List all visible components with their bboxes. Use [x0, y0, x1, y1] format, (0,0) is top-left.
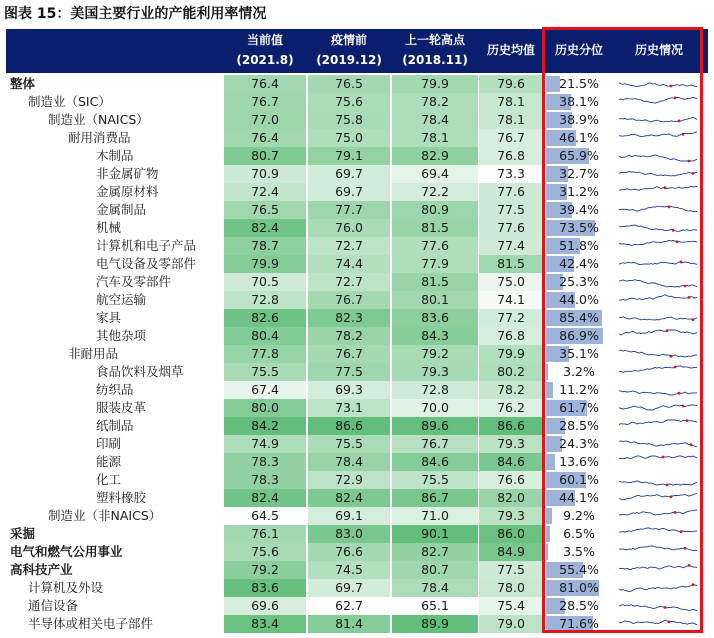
cell-mean: 78.2 [479, 381, 543, 399]
cell-precovid: 69.1 [308, 507, 390, 525]
cell-precovid: 81.4 [308, 615, 390, 633]
history-sparkline [618, 490, 702, 506]
table-row [6, 579, 708, 597]
cell-current: 76.4 [224, 129, 306, 147]
row-label: 食品饮料及烟草 [96, 364, 184, 379]
table-row [6, 507, 708, 525]
header-precovid-date: (2019.12) [316, 53, 382, 67]
row-label: 计算机及外设 [28, 580, 104, 595]
cell-percentile: 9.2% [563, 508, 595, 523]
history-sparkline [618, 292, 702, 308]
cell-precovid: 83.0 [308, 525, 390, 543]
cell-percentile: 44.1% [559, 490, 599, 505]
cell-current: 78.3 [224, 471, 306, 489]
cell-percentile: 65.9% [559, 148, 599, 163]
cell-peak: 81.5 [392, 219, 478, 237]
cell-peak: 69.4 [392, 165, 478, 183]
cell-precovid: 77.5 [308, 363, 390, 381]
cell-mean: 75.4 [479, 597, 543, 615]
row-label: 印刷 [96, 436, 122, 451]
table-row [6, 129, 708, 147]
history-sparkline [618, 310, 702, 326]
cell-percentile: 60.1% [559, 472, 599, 487]
row-label: 制造业（SIC） [28, 94, 111, 109]
row-label: 机械 [96, 220, 122, 235]
row-label: 电气设备及零部件 [96, 256, 197, 271]
cell-percentile: 46.1% [559, 130, 599, 145]
cell-mean: 79.6 [479, 75, 543, 93]
cell-peak: 78.4 [392, 111, 478, 129]
table-row [6, 111, 708, 129]
header-current-date: (2021.8) [236, 53, 294, 67]
cell-current: 69.6 [224, 597, 306, 615]
cell-precovid: 74.5 [308, 561, 390, 579]
header-precovid-label: 疫情前 [330, 33, 367, 47]
table-row [6, 183, 708, 201]
history-sparkline [618, 346, 702, 362]
history-sparkline [618, 94, 702, 110]
cell-current: 82.4 [224, 489, 306, 507]
cell-percentile: 6.5% [563, 526, 595, 541]
cell-current: 79.2 [224, 561, 306, 579]
row-label: 化工 [96, 472, 122, 487]
cell-peak: 72.2 [392, 183, 478, 201]
row-label: 家具 [96, 310, 122, 325]
cell-mean: 81.5 [479, 255, 543, 273]
cell-mean: 77.4 [479, 237, 543, 255]
table-row [6, 309, 708, 327]
cell-mean: 77.6 [479, 219, 543, 237]
row-label: 金属原材料 [96, 184, 159, 199]
table-row [6, 615, 708, 633]
cell-current: 67.4 [224, 381, 306, 399]
cell-mean: 80.2 [479, 363, 543, 381]
cell-current: 80.4 [224, 327, 306, 345]
cell-mean: 74.1 [479, 291, 543, 309]
cell-peak: 89.6 [392, 417, 478, 435]
cell-mean: 79.9 [479, 345, 543, 363]
cell-peak: 79.9 [392, 75, 478, 93]
history-sparkline [618, 598, 702, 614]
cell-percentile: 32.7% [559, 166, 599, 181]
history-sparkline [618, 364, 702, 380]
cell-percentile: 13.6% [559, 454, 599, 469]
cell-current: 80.0 [224, 399, 306, 417]
cell-current: 82.6 [224, 309, 306, 327]
table-row [6, 219, 708, 237]
cell-current: 76.1 [224, 525, 306, 543]
cell-current: 84.2 [224, 417, 306, 435]
cell-current: 77.8 [224, 345, 306, 363]
cell-precovid: 75.0 [308, 129, 390, 147]
table-row [6, 165, 708, 183]
cell-percentile: 38.9% [559, 112, 599, 127]
cell-mean: 78.0 [479, 579, 543, 597]
header-current-label: 当前值 [246, 33, 283, 47]
cell-mean: 79.3 [479, 507, 543, 525]
history-sparkline [618, 418, 702, 434]
cell-current: 78.3 [224, 453, 306, 471]
cell-precovid: 72.7 [308, 273, 390, 291]
history-sparkline [618, 526, 702, 542]
cell-percentile: 85.4% [559, 310, 599, 325]
cell-peak: 90.1 [392, 525, 478, 543]
cell-current: 79.9 [224, 255, 306, 273]
cell-precovid: 79.1 [308, 147, 390, 165]
history-sparkline [618, 382, 702, 398]
cell-peak: 76.7 [392, 435, 478, 453]
cell-mean: 77.6 [479, 183, 543, 201]
cell-mean: 84.9 [479, 543, 543, 561]
row-label: 采掘 [10, 526, 36, 541]
header-history-label: 历史情况 [634, 43, 683, 57]
row-label: 通信设备 [28, 598, 79, 613]
cell-mean: 77.2 [479, 309, 543, 327]
history-sparkline [618, 274, 702, 290]
cell-mean: 86.0 [479, 525, 543, 543]
cell-current: 70.5 [224, 273, 306, 291]
cell-mean: 76.2 [479, 399, 543, 417]
table-row [6, 543, 708, 561]
table-row [6, 291, 708, 309]
cell-precovid: 77.7 [308, 201, 390, 219]
row-label: 半导体或相关电子部件 [28, 616, 154, 631]
row-label: 计算机和电子产品 [96, 238, 197, 253]
cell-mean: 78.1 [479, 111, 543, 129]
cell-peak: 75.5 [392, 471, 478, 489]
row-label: 其他杂项 [96, 328, 147, 343]
cell-percentile: 38.1% [559, 94, 599, 109]
cell-peak: 78.1 [392, 129, 478, 147]
cell-mean: 76.7 [479, 129, 543, 147]
history-sparkline [618, 202, 702, 218]
history-sparkline [618, 184, 702, 200]
header-percentile-label: 历史分位 [554, 43, 603, 57]
cell-percentile: 73.5% [559, 220, 599, 235]
cell-current: 77.0 [224, 111, 306, 129]
table-row [6, 453, 708, 471]
cell-current: 75.5 [224, 363, 306, 381]
history-sparkline [618, 112, 702, 128]
row-label: 整体 [10, 76, 36, 91]
table-row [6, 237, 708, 255]
cell-percentile: 61.7% [559, 400, 599, 415]
history-sparkline [618, 508, 702, 524]
cell-percentile: 44.0% [559, 292, 599, 307]
cell-percentile: 86.9% [559, 328, 599, 343]
cell-mean: 77.5 [479, 561, 543, 579]
cell-current: 64.5 [224, 507, 306, 525]
cell-percentile: 35.1% [559, 346, 599, 361]
row-label: 高科技产业 [10, 562, 73, 577]
row-label: 汽车及零部件 [96, 274, 172, 289]
cell-current: 83.6 [224, 579, 306, 597]
cell-precovid: 72.9 [308, 471, 390, 489]
cell-mean: 86.6 [479, 417, 543, 435]
cell-peak: 79.2 [392, 345, 478, 363]
cell-peak: 83.6 [392, 309, 478, 327]
table-header [6, 29, 708, 73]
cell-percentile: 25.3% [559, 274, 599, 289]
table-row [6, 381, 708, 399]
cell-precovid: 78.4 [308, 453, 390, 471]
cell-mean: 75.0 [479, 273, 543, 291]
table-row [6, 93, 708, 111]
cell-precovid: 86.6 [308, 417, 390, 435]
history-sparkline [618, 436, 702, 452]
row-label: 纺织品 [96, 382, 134, 397]
cell-peak: 80.1 [392, 291, 478, 309]
cell-peak: 81.5 [392, 273, 478, 291]
cell-percentile: 11.2% [559, 382, 599, 397]
history-sparkline [618, 328, 702, 344]
cell-percentile: 28.5% [559, 418, 599, 433]
cell-peak: 70.0 [392, 399, 478, 417]
cell-peak: 84.6 [392, 453, 478, 471]
row-label: 非耐用品 [68, 346, 119, 361]
header-mean-label: 历史均值 [486, 43, 535, 57]
history-sparkline [618, 76, 702, 92]
history-sparkline [618, 148, 702, 164]
cell-percentile: 51.8% [559, 238, 599, 253]
cell-precovid: 75.6 [308, 93, 390, 111]
cell-precovid: 69.7 [308, 165, 390, 183]
cell-percentile: 55.4% [559, 562, 599, 577]
row-label: 耐用消费品 [68, 130, 131, 145]
cell-precovid: 76.7 [308, 345, 390, 363]
history-sparkline [618, 130, 702, 146]
row-label: 纸制品 [96, 418, 134, 433]
cell-peak: 82.9 [392, 147, 478, 165]
cell-percentile: 3.2% [563, 364, 595, 379]
table-row [6, 147, 708, 165]
cell-precovid: 69.3 [308, 381, 390, 399]
table-row [6, 399, 708, 417]
cell-current: 80.7 [224, 147, 306, 165]
cell-percentile: 81.0% [559, 580, 599, 595]
cell-peak: 79.3 [392, 363, 478, 381]
cell-precovid: 75.5 [308, 435, 390, 453]
cell-peak: 78.4 [392, 579, 478, 597]
cell-mean: 76.6 [479, 471, 543, 489]
cell-percentile: 39.4% [559, 202, 599, 217]
cell-precovid: 82.3 [308, 309, 390, 327]
row-label: 木制品 [96, 148, 134, 163]
table-row [6, 525, 708, 543]
history-sparkline [618, 238, 702, 254]
table-row [6, 417, 708, 435]
cell-precovid: 76.5 [308, 75, 390, 93]
row-label: 航空运输 [96, 292, 147, 307]
row-label: 制造业（NAICS） [48, 112, 149, 127]
row-label: 塑料橡胶 [96, 490, 147, 505]
cell-precovid: 69.7 [308, 183, 390, 201]
table-row [6, 75, 708, 93]
cell-percentile: 24.3% [559, 436, 599, 451]
cell-peak: 86.7 [392, 489, 478, 507]
table-row [6, 327, 708, 345]
table-row [6, 363, 708, 381]
cell-mean: 76.8 [479, 147, 543, 165]
history-sparkline [618, 220, 702, 236]
figure-title: 图表 15：美国主要行业的产能利用率情况 [4, 6, 267, 22]
cell-mean: 78.1 [479, 93, 543, 111]
cell-current: 76.7 [224, 93, 306, 111]
history-sparkline [618, 544, 702, 560]
history-sparkline [618, 580, 702, 596]
cell-current: 78.7 [224, 237, 306, 255]
cell-precovid: 74.4 [308, 255, 390, 273]
history-sparkline [618, 166, 702, 182]
cell-precovid: 76.7 [308, 291, 390, 309]
cell-mean: 79.3 [479, 435, 543, 453]
cell-mean: 82.0 [479, 489, 543, 507]
row-label: 能源 [96, 454, 122, 469]
cell-current: 76.5 [224, 201, 306, 219]
table-row [6, 273, 708, 291]
table-row [6, 561, 708, 579]
table-row [6, 435, 708, 453]
header-peak-date: (2018.11) [402, 53, 468, 67]
cell-current: 72.4 [224, 183, 306, 201]
cell-mean: 73.3 [479, 165, 543, 183]
cell-peak: 80.7 [392, 561, 478, 579]
cell-peak: 80.9 [392, 201, 478, 219]
cell-precovid: 73.1 [308, 399, 390, 417]
cell-precovid: 82.4 [308, 489, 390, 507]
cell-precovid: 75.8 [308, 111, 390, 129]
cell-percentile: 42.4% [559, 256, 599, 271]
cell-current: 75.6 [224, 543, 306, 561]
history-sparkline [618, 616, 702, 632]
cell-peak: 65.1 [392, 597, 478, 615]
cell-peak: 71.0 [392, 507, 478, 525]
cell-peak: 82.7 [392, 543, 478, 561]
table-row [6, 255, 708, 273]
row-label: 制造业（非NAICS） [48, 508, 162, 523]
cell-precovid: 78.2 [308, 327, 390, 345]
cell-peak: 77.9 [392, 255, 478, 273]
row-label: 服装皮革 [96, 400, 147, 415]
table-row [6, 489, 708, 507]
cell-percentile: 3.5% [563, 544, 595, 559]
row-label: 非金属矿物 [96, 166, 159, 181]
cell-percentile: 21.5% [559, 76, 599, 91]
row-label: 金属制品 [96, 202, 147, 217]
history-sparkline [618, 454, 702, 470]
cell-current: 70.9 [224, 165, 306, 183]
cell-mean: 79.0 [479, 615, 543, 633]
table-row [6, 201, 708, 219]
cell-mean: 77.5 [479, 201, 543, 219]
cell-percentile: 28.5% [559, 598, 599, 613]
history-sparkline [618, 562, 702, 578]
history-sparkline [618, 400, 702, 416]
cell-peak: 78.2 [392, 93, 478, 111]
cell-precovid: 76.6 [308, 543, 390, 561]
table-row [6, 597, 708, 615]
cell-percentile: 31.2% [559, 184, 599, 199]
row-label: 电气和燃气公用事业 [10, 544, 123, 559]
cell-precovid: 62.7 [308, 597, 390, 615]
cell-precovid: 72.7 [308, 237, 390, 255]
cell-precovid: 76.0 [308, 219, 390, 237]
history-sparkline [618, 472, 702, 488]
cell-mean: 84.6 [479, 453, 543, 471]
cell-peak: 77.6 [392, 237, 478, 255]
cell-current: 74.9 [224, 435, 306, 453]
history-sparkline [618, 256, 702, 272]
cell-current: 76.4 [224, 75, 306, 93]
cell-current: 82.4 [224, 219, 306, 237]
cell-current: 83.4 [224, 615, 306, 633]
header-peak-label: 上一轮高点 [404, 33, 465, 47]
cell-mean: 76.8 [479, 327, 543, 345]
table-row [6, 345, 708, 363]
cell-peak: 89.9 [392, 615, 478, 633]
cell-peak: 72.8 [392, 381, 478, 399]
cell-peak: 84.3 [392, 327, 478, 345]
cell-percentile: 71.6% [559, 616, 599, 631]
cell-precovid: 69.7 [308, 579, 390, 597]
cell-current: 72.8 [224, 291, 306, 309]
table-row [6, 471, 708, 489]
